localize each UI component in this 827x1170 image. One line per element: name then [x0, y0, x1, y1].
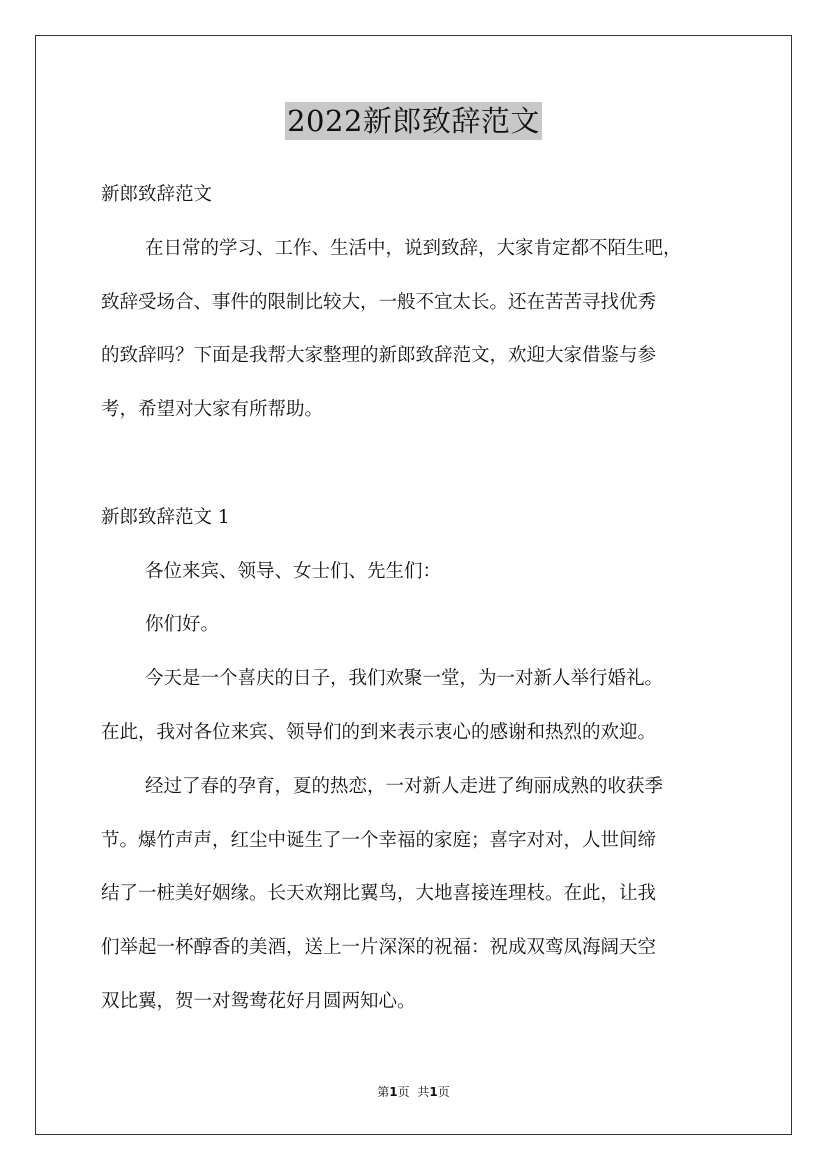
- document-title: 2022新郎致辞范文: [287, 104, 540, 138]
- page-suffix: 页: [397, 1085, 410, 1099]
- paragraph-line: 的致辞吗？下面是我帮大家整理的新郎致辞范文，欢迎大家借鉴与参: [101, 345, 657, 367]
- paragraph-line: 节。爆竹声声，红尘中诞生了一个幸福的家庭；喜字对对，人世间缔: [101, 829, 657, 851]
- paragraph-line: 致辞受场合、事件的限制比较大，一般不宜太长。还在苦苦寻找优秀: [101, 291, 657, 313]
- paragraph-line: 在此，我对各位来宾、领导们的到来表示衷心的感谢和热烈的欢迎。: [101, 721, 657, 743]
- total-suffix: 页: [437, 1085, 450, 1099]
- section-heading: 新郎致辞范文 1: [101, 506, 230, 528]
- paragraph-line: 考，希望对大家有所帮助。: [101, 399, 324, 421]
- paragraph-line: 结了一桩美好姻缘。长天欢翔比翼鸟，大地喜接连理枝。在此，让我: [101, 883, 657, 905]
- page-footer: [0, 1083, 827, 1100]
- section-heading: 新郎致辞范文: [101, 184, 213, 205]
- paragraph-line: 今天是一个喜庆的日子，我们欢聚一堂，为一对新人举行婚礼。: [145, 668, 664, 690]
- paragraph-line: 各位来宾、领导、女士们、先生们：: [145, 560, 442, 582]
- paragraph-line: 经过了春的孕育，夏的热恋，一对新人走进了绚丽成熟的收获季: [145, 775, 664, 797]
- paragraph-line: 你们好。: [145, 614, 220, 636]
- total-pages: 1: [429, 1085, 438, 1099]
- blank-line: [101, 437, 741, 491]
- page-number: 1: [389, 1085, 398, 1099]
- title-container: [0, 102, 827, 140]
- paragraph-line: 们举起一杯醇香的美酒，送上一片深深的祝福：祝成双鸾凤海阔天空: [101, 937, 657, 959]
- page-prefix: 第: [377, 1085, 390, 1099]
- document-body: [101, 168, 741, 1029]
- paragraph-line: 双比翼，贺一对鸳鸯花好月圆两知心。: [101, 990, 416, 1012]
- paragraph-line: 在日常的学习、工作、生活中，说到致辞，大家肯定都不陌生吧，: [145, 237, 682, 259]
- total-prefix: 共: [417, 1085, 430, 1099]
